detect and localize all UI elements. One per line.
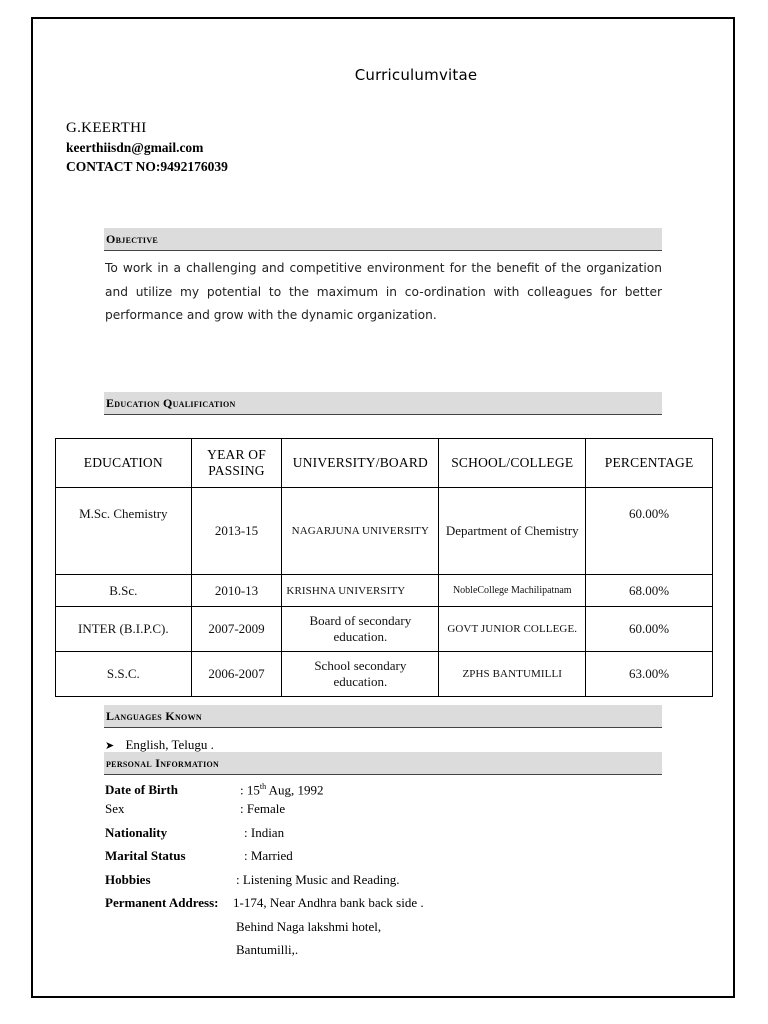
hobbies-label: Hobbies (105, 872, 151, 887)
table-cell: 68.00% (586, 575, 713, 607)
column-header-percentage: PERCENTAGE (586, 439, 713, 488)
nationality-row (105, 825, 285, 841)
hobbies-value: : Listening Music and Reading. (236, 872, 400, 887)
table-cell: 2007-2009 (191, 607, 282, 652)
nationality-label: Nationality (105, 825, 168, 840)
table-cell: S.S.C. (56, 652, 192, 697)
dob-row (105, 782, 324, 798)
languages-value: English, Telugu . (125, 737, 214, 752)
table-row (56, 575, 713, 607)
personal-heading: personal Information (104, 752, 662, 775)
table-cell: B.Sc. (56, 575, 192, 607)
marital-value: : Married (244, 848, 293, 863)
column-header-education: EDUCATION (56, 439, 192, 488)
table-cell: INTER (B.I.P.C). (56, 607, 192, 652)
table-row (56, 652, 713, 697)
column-header-university: UNIVERSITY/BOARD (282, 439, 439, 488)
hobbies-row (105, 872, 400, 888)
contact-header (66, 119, 228, 176)
marital-row (105, 848, 293, 864)
dob-value-month-year: Aug, 1992 (266, 782, 324, 798)
candidate-name: G.KEERTHI (66, 120, 147, 136)
dob-value (240, 782, 324, 798)
objective-text: To work in a challenging and competitive environment for the benefit of the organization and utilize my potential to the maximum in co-ordination with colleagues for better performance and grow with the dynamic organization. (105, 261, 662, 322)
education-table (55, 438, 713, 697)
document-title: Curriculumvitae (354, 66, 478, 84)
table-cell: KRISHNA UNIVERSITY (282, 575, 439, 607)
nationality-value: : Indian (244, 825, 285, 840)
table-row (56, 488, 713, 575)
address-line-2: Behind Naga lakshmi hotel, (236, 919, 382, 934)
table-cell: 2013-15 (191, 488, 282, 575)
languages-list-item (105, 737, 214, 753)
education-heading: Education Qualification (104, 392, 662, 415)
address-label: Permanent Address: (105, 895, 219, 910)
column-header-year: YEAR OF PASSING (191, 439, 282, 488)
dob-value-day: : 15 (240, 782, 260, 798)
dob-label: Date of Birth (105, 782, 178, 797)
objective-heading: Objective (104, 228, 662, 251)
table-cell: Department of Chemistry (439, 488, 586, 575)
table-cell: GOVT JUNIOR COLLEGE. (439, 607, 586, 652)
sex-label: Sex (105, 801, 125, 816)
table-row (56, 607, 713, 652)
table-cell: 63.00% (586, 652, 713, 697)
table-cell: 2010-13 (191, 575, 282, 607)
table-cell: ZPHS BANTUMILLI (439, 652, 586, 697)
address-line-1: 1-174, Near Andhra bank back side . (233, 895, 424, 910)
address-row (105, 895, 424, 911)
table-cell: NAGARJUNA UNIVERSITY (282, 488, 439, 575)
column-header-school: SCHOOL/COLLEGE (439, 439, 586, 488)
arrow-bullet-icon: ➤ (105, 740, 115, 752)
candidate-email: keerthiisdn@gmail.com (66, 140, 204, 155)
marital-label: Marital Status (105, 848, 186, 863)
sex-row (105, 801, 286, 817)
table-cell: Board of secondary education. (282, 607, 439, 652)
table-cell: M.Sc. Chemistry (56, 488, 192, 575)
table-cell: 2006-2007 (191, 652, 282, 697)
languages-heading: Languages Known (104, 705, 662, 728)
table-cell: 60.00% (586, 488, 713, 575)
candidate-contact: CONTACT NO:9492176039 (66, 159, 228, 174)
address-line-3: Bantumilli,. (236, 942, 299, 957)
table-header-row (56, 439, 713, 488)
table-cell: School secondary education. (282, 652, 439, 697)
dob-value-suffix: th (259, 782, 267, 791)
table-cell: NobleCollege Machilipatnam (439, 575, 586, 607)
table-cell: 60.00% (586, 607, 713, 652)
sex-value: : Female (240, 801, 286, 816)
